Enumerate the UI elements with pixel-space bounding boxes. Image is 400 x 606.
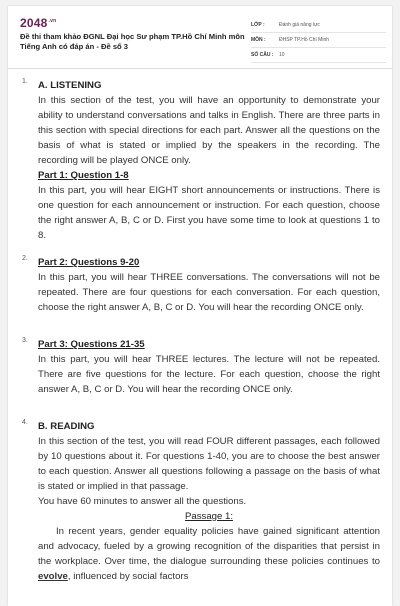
section-part-2 — [20, 255, 380, 315]
document-title: Đề thi tham khảo ĐGNL Đại học Sư phạm TP.Hồ Chí Minh môn Tiếng Anh có đáp án - Đề số 3 — [20, 32, 245, 51]
section-title: A. LISTENING — [38, 80, 102, 91]
part-instructions: In this part, you will hear THREE lectures. The lecture will not be repeated. There are five questions for the lecture. For each question, choose the right answer A, B, C or D. You will hear the recording ONCE only. — [38, 354, 380, 395]
section-reading — [20, 419, 380, 584]
document-header — [8, 6, 392, 69]
meta-label: SỐ CÂU : — [251, 52, 274, 58]
section-part-3 — [20, 337, 380, 397]
highlighted-word: evolve — [38, 571, 68, 582]
section-intro: In this section of the test, you will have an opportunity to demonstrate your ability to understand conversations and talks in English. There are three parts in this section with special directions for each part. Answer all the questions on the basis of what is stated or implied by the speakers in the recording. The recording will be played ONCE only. — [38, 95, 380, 166]
meta-table — [251, 18, 386, 63]
passage-text: In recent years, gender equality policies have gained significant attention and advocacy, fueled by a growing recognition of the disparities that persist in the workplace. Over time, the dialogue surrounding these policies continues to evolve, influenced by social factors — [38, 526, 380, 582]
part-heading: Part 1: Question 1-8 — [38, 170, 129, 181]
site-logo[interactable]: $2048^{.vn}$ — [20, 16, 57, 30]
meta-label: LỚP : — [251, 22, 265, 28]
meta-value: 10 — [279, 52, 285, 58]
section-title: B. READING — [38, 421, 95, 432]
meta-row-class — [251, 18, 386, 33]
section-intro: In this section of the test, you will read FOUR different passages, each followed by 10 questions about it. For questions 1-40, you are to choose the best answer to each question. Answer all questions following a passage on the basis of what is stated or implied in that passage. — [38, 436, 380, 492]
section-number: 4. — [22, 419, 28, 426]
document-content — [20, 78, 380, 584]
meta-value: Đánh giá năng lực — [279, 22, 320, 28]
meta-label: MÔN : — [251, 37, 266, 43]
passage-title: Passage 1: — [184, 511, 233, 522]
section-number: 3. — [22, 337, 28, 344]
meta-value: ĐHSP TP.Hồ Chí Minh — [279, 37, 330, 43]
part-heading: Part 3: Questions 21-35 — [38, 339, 145, 350]
section-listening — [20, 78, 380, 243]
section-number: 1. — [22, 78, 28, 85]
meta-row-count — [251, 48, 386, 63]
time-note: You have 60 minutes to answer all the questions. — [38, 496, 247, 507]
part-instructions: In this part, you will hear THREE conversations. The conversations will not be repeated. There are four questions for each conversation. For each question, choose the right answer A, B, C or D. You will hear the recording ONCE only. — [38, 272, 380, 313]
document-page — [8, 6, 392, 606]
section-number: 2. — [22, 255, 28, 262]
meta-row-subject — [251, 33, 386, 48]
part-instructions: In this part, you will hear EIGHT short announcements or instructions. There is one question for each announcement or instruction. For each question, choose the right answer A, B, C or D. First you have some time to look at questions 1 to 8. — [38, 185, 380, 241]
part-heading: Part 2: Questions 9-20 — [38, 257, 140, 268]
